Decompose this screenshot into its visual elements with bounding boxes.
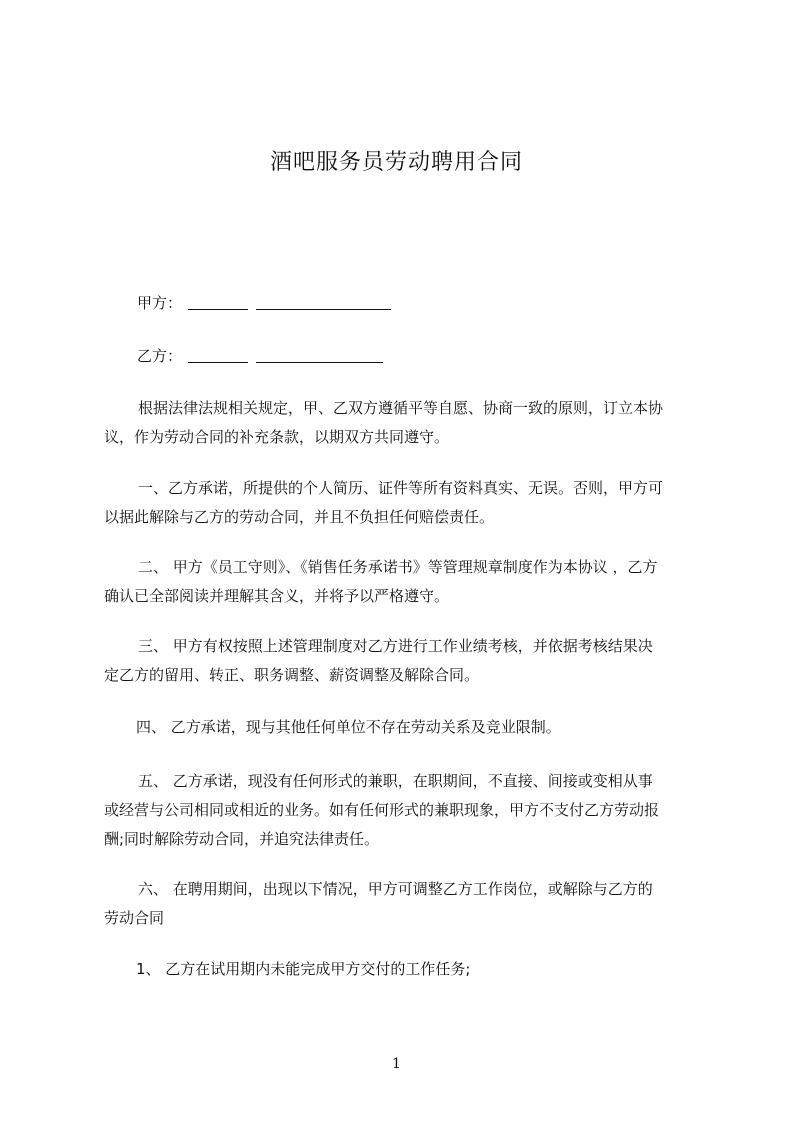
clause-2-line-2: 确认已全部阅读并理解其含义，并将予以严格遵守。 <box>104 587 450 605</box>
party-b-line <box>137 345 383 366</box>
party-a-blank-short <box>188 295 248 310</box>
clause-3-line-1: 三、 甲方有权按照上述管理制度对乙方进行工作业绩考核，并依据考核结果决 <box>138 637 653 655</box>
document-title: 酒吧服务员劳动聘用合同 <box>269 150 523 175</box>
party-a-blank-long <box>256 295 391 310</box>
clause-6-item-1-line: 1、 乙方在试用期内未能完成甲方交付的工作任务; <box>136 960 471 978</box>
clause-2-line-1: 二、 甲方《员工守则》、《销售任务承诺书》等管理规章制度作为本协议 ，乙方 <box>138 558 658 576</box>
page-number: 1 <box>392 1056 401 1072</box>
party-b-blank-short <box>188 348 248 363</box>
clause-5 <box>104 767 700 854</box>
clause-1 <box>104 474 700 532</box>
intro-line-2: 议，作为劳动合同的补充条款，以期双方共同遵守。 <box>104 428 450 446</box>
clause-6-line-1: 六、 在聘用期间，出现以下情况，甲方可调整乙方工作岗位，或解除与乙方的 <box>138 880 653 898</box>
clause-5-line-1: 五、 乙方承诺，现没有任何形式的兼职，在职期间，不直接、间接或变相从事 <box>138 772 653 790</box>
party-b-label: 乙方： <box>137 347 183 365</box>
clause-3 <box>104 632 700 690</box>
clause-2 <box>104 553 700 611</box>
clause-3-line-2: 定乙方的留用、转正、职务调整、薪资调整及解除合同。 <box>104 666 480 684</box>
clause-6 <box>104 875 700 933</box>
party-b-blank-long <box>256 348 383 363</box>
party-a-line <box>137 292 391 313</box>
intro-paragraph <box>104 394 700 452</box>
clause-5-line-2: 或经营与公司相同或相近的业务。如有任何形式的兼职现象，甲方不支付乙方劳动报 <box>104 801 660 819</box>
party-a-label: 甲方： <box>137 294 183 312</box>
clause-6-line-2: 劳动合同 <box>104 909 165 927</box>
clause-4-line-1: 四、 乙方承诺，现与其他任何单位不存在劳动关系及竞业限制。 <box>136 718 561 736</box>
clause-5-line-3: 酬;同时解除劳动合同，并追究法律责任。 <box>104 830 380 848</box>
clause-4 <box>104 713 700 742</box>
intro-line-1: 根据法律法规相关规定，甲、乙双方遵循平等自愿、协商一致的原则，订立本协 <box>138 399 664 417</box>
clause-1-line-1: 一、乙方承诺，所提供的个人简历、证件等所有资料真实、无误。否则，甲方可 <box>138 479 664 497</box>
clause-1-line-2: 以据此解除与乙方的劳动合同，并且不负担任何赔偿责任。 <box>104 508 495 526</box>
clause-6-item-1 <box>104 955 700 984</box>
